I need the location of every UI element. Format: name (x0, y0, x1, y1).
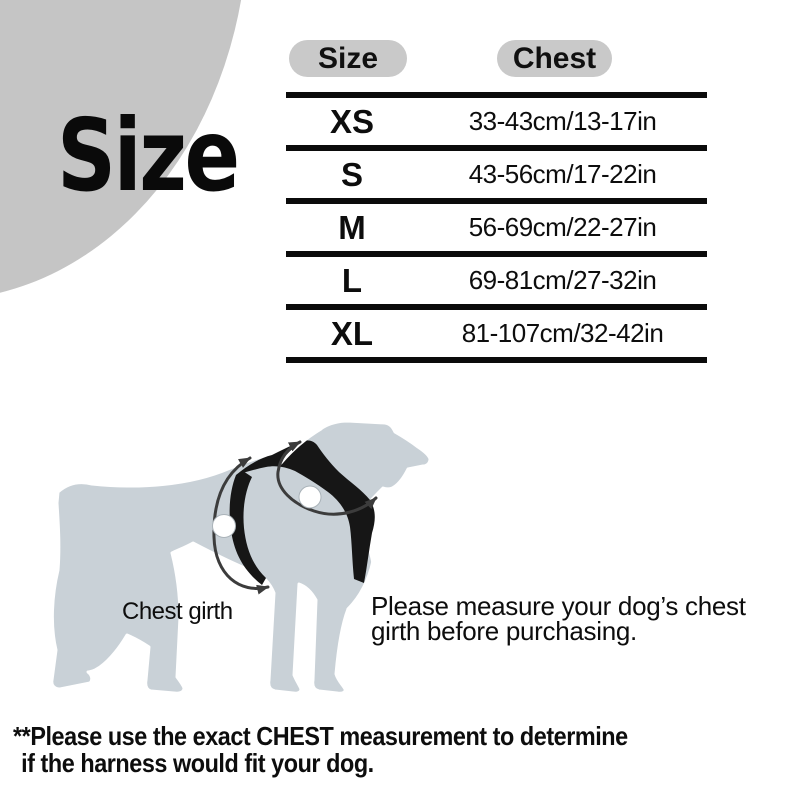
size-table-header (286, 38, 707, 92)
measure-note-line1: Please measure your dog’s chest (371, 591, 746, 621)
page-title: Size (57, 97, 238, 214)
size-table-body (286, 92, 707, 363)
table-row (286, 92, 707, 145)
table-row (286, 251, 707, 304)
tape-ring-chest (213, 515, 236, 538)
size-label: S (340, 155, 363, 193)
size-label: M (338, 208, 366, 246)
footnote-line2: if the harness would fit your dog. (21, 748, 374, 778)
chest-value: 43-56cm/17-22in (468, 159, 657, 189)
tape-ring-neck (299, 486, 321, 508)
size-table (286, 38, 707, 363)
chest-value: 56-69cm/22-27in (468, 212, 657, 242)
header-pill-size: Size (289, 40, 407, 77)
table-row (286, 198, 707, 251)
chest-girth-label: Chest girth (122, 598, 233, 625)
chest-value: 33-43cm/13-17in (468, 106, 657, 136)
measure-note-line2: girth before purchasing. (371, 616, 637, 646)
chest-value: 81-107cm/32-42in (461, 318, 664, 348)
table-row (286, 145, 707, 198)
footnote-line1: **Please use the exact CHEST measurement to determine (13, 721, 628, 751)
dog-measurement-diagram (0, 395, 470, 705)
header-pill-chest: Chest (497, 40, 612, 77)
table-row (286, 304, 707, 357)
chest-value: 69-81cm/27-32in (468, 265, 657, 295)
measure-note (371, 591, 746, 646)
size-label: XL (330, 314, 374, 352)
size-label: XS (329, 102, 375, 140)
footnote (13, 723, 628, 777)
size-label: L (341, 261, 363, 299)
